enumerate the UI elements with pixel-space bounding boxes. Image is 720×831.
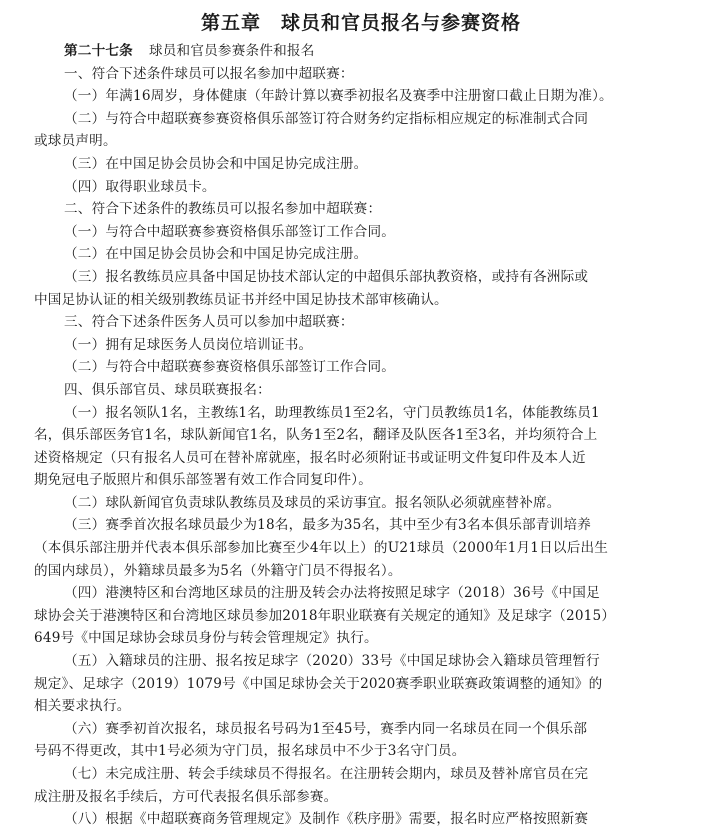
text-line: （三）赛季首次报名球员最少为18名，最多为35名，其中至少有3名本俱乐部青训培养 bbox=[64, 517, 592, 534]
article-body bbox=[30, 63, 692, 831]
text-line: （三）报名教练员应具备中国足协技术部认定的中超俱乐部执教资格，或持有各洲际或 bbox=[64, 268, 589, 285]
text-line: 规定》、足球字（2019）1079号《中国足球协会关于2020赛季职业联赛政策调整的通知》的 bbox=[34, 675, 603, 692]
text-line: （二）与符合中超联赛参赛资格俱乐部签订工作合同。 bbox=[64, 359, 396, 376]
text-line: 述资格规定（只有报名人员可在替补席就座，报名时必须附证书或证明文件复印件及本人近 bbox=[34, 449, 586, 466]
text-line: （四）港澳特区和台湾地区球员的注册及转会办法将按照足球字（2018）36号《中国足 bbox=[64, 585, 600, 602]
text-line: 中国足协认证的相关级别教练员证书并经中国足协技术部审核确认。 bbox=[34, 291, 448, 308]
text-line: 成注册及报名手续后，方可代表报名俱乐部参赛。 bbox=[34, 788, 338, 805]
text-line: （二）与符合中超联赛参赛资格俱乐部签订符合财务约定指标相应规定的标准制式合同 bbox=[64, 110, 589, 127]
text-line: 的国内球员），外籍球员最多为5名（外籍守门员不得报名）。 bbox=[34, 562, 402, 579]
text-line: （一）报名领队1名，主教练1名，助理教练员1至2名，守门员教练员1名，体能教练员1 bbox=[64, 404, 600, 421]
article-heading bbox=[30, 40, 692, 63]
text-line: 期免冠电子版照片和俱乐部签署有效工作合同复印件）。 bbox=[34, 472, 373, 489]
text-line: （七）未完成注册、转会手续球员不得报名。在注册转会期内，球员及替补席官员在完 bbox=[64, 766, 589, 782]
text-line: （一）年满16周岁，身体健康（年龄计算以赛季初报名及赛季中注册窗口截止日期为准）。 bbox=[64, 88, 613, 105]
text-line: 四、俱乐部官员、球员联赛报名： bbox=[64, 381, 271, 398]
text-line: （本俱乐部注册并代表本俱乐部参加比赛至少4年以上）的U21球员（2000年1月1日以后出生 bbox=[34, 540, 609, 557]
text-line: （一）拥有足球医务人员岗位培训证书。 bbox=[64, 336, 313, 353]
article-number: 第二十七条 bbox=[64, 43, 133, 59]
text-line: 649号《中国足球协会球员身份与转会管理规定》执行。 bbox=[34, 630, 378, 647]
text-line: 名，俱乐部医务官1名，球队新闻官1名，队务1至2名，翻译及队医各1至3名，并均须符合上 bbox=[34, 427, 598, 444]
text-line: （六）赛季初首次报名，球员报名号码为1至45号，赛季内同一名球员在同一个俱乐部 bbox=[64, 720, 588, 737]
text-line: （二）在中国足协会员协会和中国足协完成注册。 bbox=[64, 246, 368, 263]
text-line: 球协会关于港澳特区和台湾地区球员参加2018年职业联赛有关规定的通知》及足球字（2015） bbox=[34, 607, 616, 624]
chapter-title: 第五章 球员和官员报名与参赛资格 bbox=[200, 12, 521, 34]
text-line: （一）与符合中超联赛参赛资格俱乐部签订工作合同。 bbox=[64, 223, 396, 240]
text-line: （八）根据《中超联赛商务管理规定》及制作《秩序册》需要，报名时应严格按照新赛 bbox=[64, 811, 589, 828]
text-line: （五）入籍球员的注册、报名按足球字（2020）33号《中国足球协会入籍球员管理暂行 bbox=[64, 653, 600, 670]
text-line: （二）球队新闻官负责球队教练员及球员的采访事宜。报名领队必须就座替补席。 bbox=[64, 494, 561, 511]
text-line: 二、符合下述条件的教练员可以报名参加中超联赛： bbox=[64, 201, 382, 218]
text-line: 相关要求执行。 bbox=[34, 698, 131, 715]
text-line: 或球员声明。 bbox=[34, 133, 117, 150]
text-line: （三）在中国足协会员协会和中国足协完成注册。 bbox=[64, 155, 368, 172]
text-line: 号码不得更改，其中1号必须为守门员，报名球员中不少于3名守门员。 bbox=[34, 743, 466, 760]
text-line: 一、符合下述条件球员可以报名参加中超联赛： bbox=[64, 65, 354, 82]
text-line: 三、符合下述条件医务人员可以参加中超联赛： bbox=[64, 314, 354, 331]
article-title: 球员和官员参赛条件和报名 bbox=[148, 43, 315, 59]
text-line: （四）取得职业球员卡。 bbox=[64, 178, 216, 195]
